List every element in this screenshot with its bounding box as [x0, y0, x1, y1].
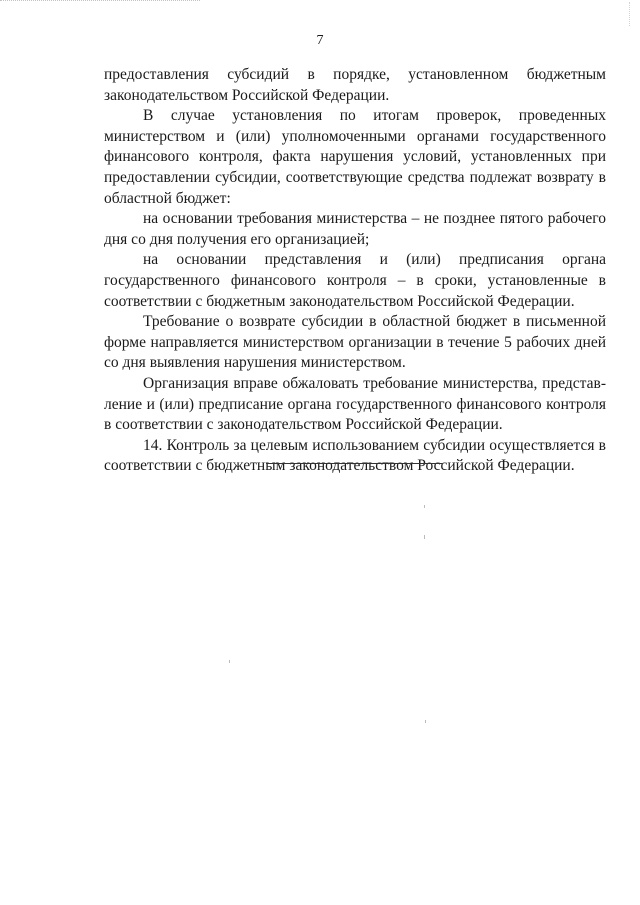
document-body: [104, 65, 606, 477]
paragraph: предоставления субсидий в порядке, установленном бюджетным законодательством Российской Федерации.: [104, 66, 606, 104]
scan-artifact-top: [0, 0, 200, 4]
page-number: 7: [316, 33, 324, 48]
end-separator-line: [266, 463, 442, 464]
paragraph: 14. Контроль за целевым использованием субсидии осуществляется в соответствии с бюджетным законодательством Российской Федерации.: [104, 436, 606, 475]
scan-speck: [424, 535, 425, 539]
scan-speck: [424, 505, 425, 508]
scan-speck: [425, 720, 426, 723]
paragraph: на основании требования министерства – не позднее пятого рабочего дня со дня получения его организацией;: [104, 210, 606, 248]
paragraph: В случае установления по итогам проверок, проведенных министерством и (или) уполномоченными органами государственного финансового контроля, факта нарушения условий, установленных при предоставлении субсидии, соответствующие средства подлежат возврату в областной бюджет:: [104, 107, 606, 207]
scan-speck: [229, 660, 230, 663]
paragraph: на основании представления и (или) предписания органа государственного финансового контроля – в сроки, установленные в соответствии с бюджетным законодательством Российской Федерации.: [104, 251, 606, 310]
paragraph: Требование о возврате субсидии в областной бюджет в письменной форме направляется министерством организации в течение 5 рабочих дней со дня выявления нарушения министерством.: [104, 313, 606, 372]
paragraph: Организация вправе обжаловать требование министерства, представление и (или) предписание органа государственного финансового контроля в соответствии с законодательством Российской Федерации.: [104, 374, 606, 434]
scan-artifact-right: [629, 2, 638, 26]
